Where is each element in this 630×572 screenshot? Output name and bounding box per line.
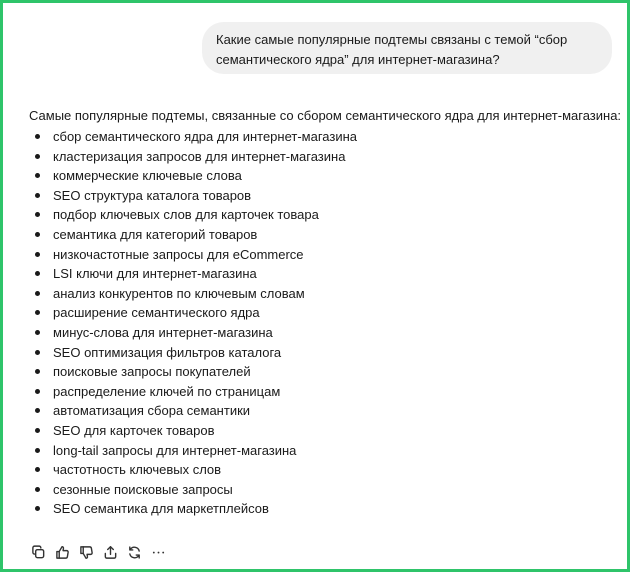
bullet-icon bbox=[35, 330, 40, 335]
regenerate-icon bbox=[127, 545, 142, 560]
list-item-text: семантика для категорий товаров bbox=[53, 226, 258, 242]
list-item bbox=[35, 147, 357, 167]
list-item bbox=[35, 343, 357, 363]
list-item-text: частотность ключевых слов bbox=[53, 462, 222, 478]
list-item bbox=[35, 441, 357, 461]
user-message-line-2: семантического ядра” для интернет-магазина? bbox=[216, 52, 500, 67]
list-item bbox=[35, 166, 357, 186]
bullet-icon bbox=[35, 506, 40, 511]
list-item-text: поисковые запросы покупателей bbox=[53, 364, 251, 380]
bullet-icon bbox=[35, 389, 40, 394]
subtopic-list bbox=[35, 127, 357, 519]
bullet-icon bbox=[35, 291, 40, 296]
assistant-intro-text: Самые популярные подтемы, связанные со сбором семантического ядра для интернет-магазина: bbox=[29, 108, 622, 123]
bullet-icon bbox=[35, 271, 40, 276]
list-item-text: сезонные поисковые запросы bbox=[53, 481, 233, 497]
bullet-icon bbox=[35, 232, 40, 237]
list-item-text: long-tail запросы для интернет-магазина bbox=[53, 442, 297, 458]
bullet-icon bbox=[35, 252, 40, 257]
thumbs-up-icon bbox=[55, 545, 70, 560]
list-item bbox=[35, 264, 357, 284]
list-item bbox=[35, 284, 357, 304]
list-item bbox=[35, 421, 357, 441]
list-item-text: SEO семантика для маркетплейсов bbox=[53, 501, 269, 517]
list-item bbox=[35, 127, 357, 147]
regenerate-button[interactable] bbox=[124, 542, 144, 562]
bullet-icon bbox=[35, 467, 40, 472]
copy-button[interactable] bbox=[28, 542, 48, 562]
bullet-icon bbox=[35, 350, 40, 355]
copy-icon bbox=[31, 545, 46, 560]
message-action-bar bbox=[28, 542, 168, 562]
list-item-text: SEO оптимизация фильтров каталога bbox=[53, 344, 282, 360]
dislike-button[interactable] bbox=[76, 542, 96, 562]
list-item bbox=[35, 382, 357, 402]
list-item-text: автоматизация сбора семантики bbox=[53, 403, 251, 419]
bullet-icon bbox=[35, 487, 40, 492]
list-item bbox=[35, 362, 357, 382]
like-button[interactable] bbox=[52, 542, 72, 562]
user-message-line-1: Какие самые популярные подтемы связаны с темой “сбор bbox=[216, 32, 568, 47]
bullet-icon bbox=[35, 408, 40, 413]
bullet-icon bbox=[35, 154, 40, 159]
list-item-text: SEO для карточек товаров bbox=[53, 422, 215, 438]
list-item bbox=[35, 499, 357, 519]
user-message-bubble bbox=[202, 22, 612, 74]
list-item-text: подбор ключевых слов для карточек товара bbox=[53, 207, 319, 223]
list-item-text: низкочастотные запросы для eCommerce bbox=[53, 246, 304, 262]
bullet-icon bbox=[35, 193, 40, 198]
bullet-icon bbox=[35, 173, 40, 178]
list-item-text: распределение ключей по страницам bbox=[53, 383, 281, 399]
list-item bbox=[35, 245, 357, 265]
list-item bbox=[35, 205, 357, 225]
more-options-button[interactable] bbox=[148, 542, 168, 562]
more-icon bbox=[151, 545, 166, 560]
list-item bbox=[35, 460, 357, 480]
list-item-text: сбор семантического ядра для интернет-магазина bbox=[53, 129, 358, 144]
list-item-text: кластеризация запросов для интернет-магазина bbox=[53, 148, 346, 164]
list-item bbox=[35, 480, 357, 500]
bullet-icon bbox=[35, 212, 40, 217]
list-item bbox=[35, 303, 357, 323]
bullet-icon bbox=[35, 369, 40, 374]
bullet-icon bbox=[35, 448, 40, 453]
list-item-text: LSI ключи для интернет-магазина bbox=[53, 266, 257, 282]
share-icon bbox=[103, 545, 118, 560]
bullet-icon bbox=[35, 134, 40, 139]
list-item-text: коммерческие ключевые слова bbox=[53, 168, 242, 184]
list-item bbox=[35, 401, 357, 421]
list-item bbox=[35, 225, 357, 245]
list-item-text: расширение семантического ядра bbox=[53, 305, 260, 321]
list-item-text: минус-слова для интернет-магазина bbox=[53, 324, 273, 340]
thumbs-down-icon bbox=[79, 545, 94, 560]
list-item-text: SEO структура каталога товаров bbox=[53, 187, 252, 203]
list-item bbox=[35, 186, 357, 206]
bullet-icon bbox=[35, 428, 40, 433]
list-item-text: анализ конкурентов по ключевым словам bbox=[53, 285, 305, 301]
list-item bbox=[35, 323, 357, 343]
bullet-icon bbox=[35, 310, 40, 315]
share-button[interactable] bbox=[100, 542, 120, 562]
